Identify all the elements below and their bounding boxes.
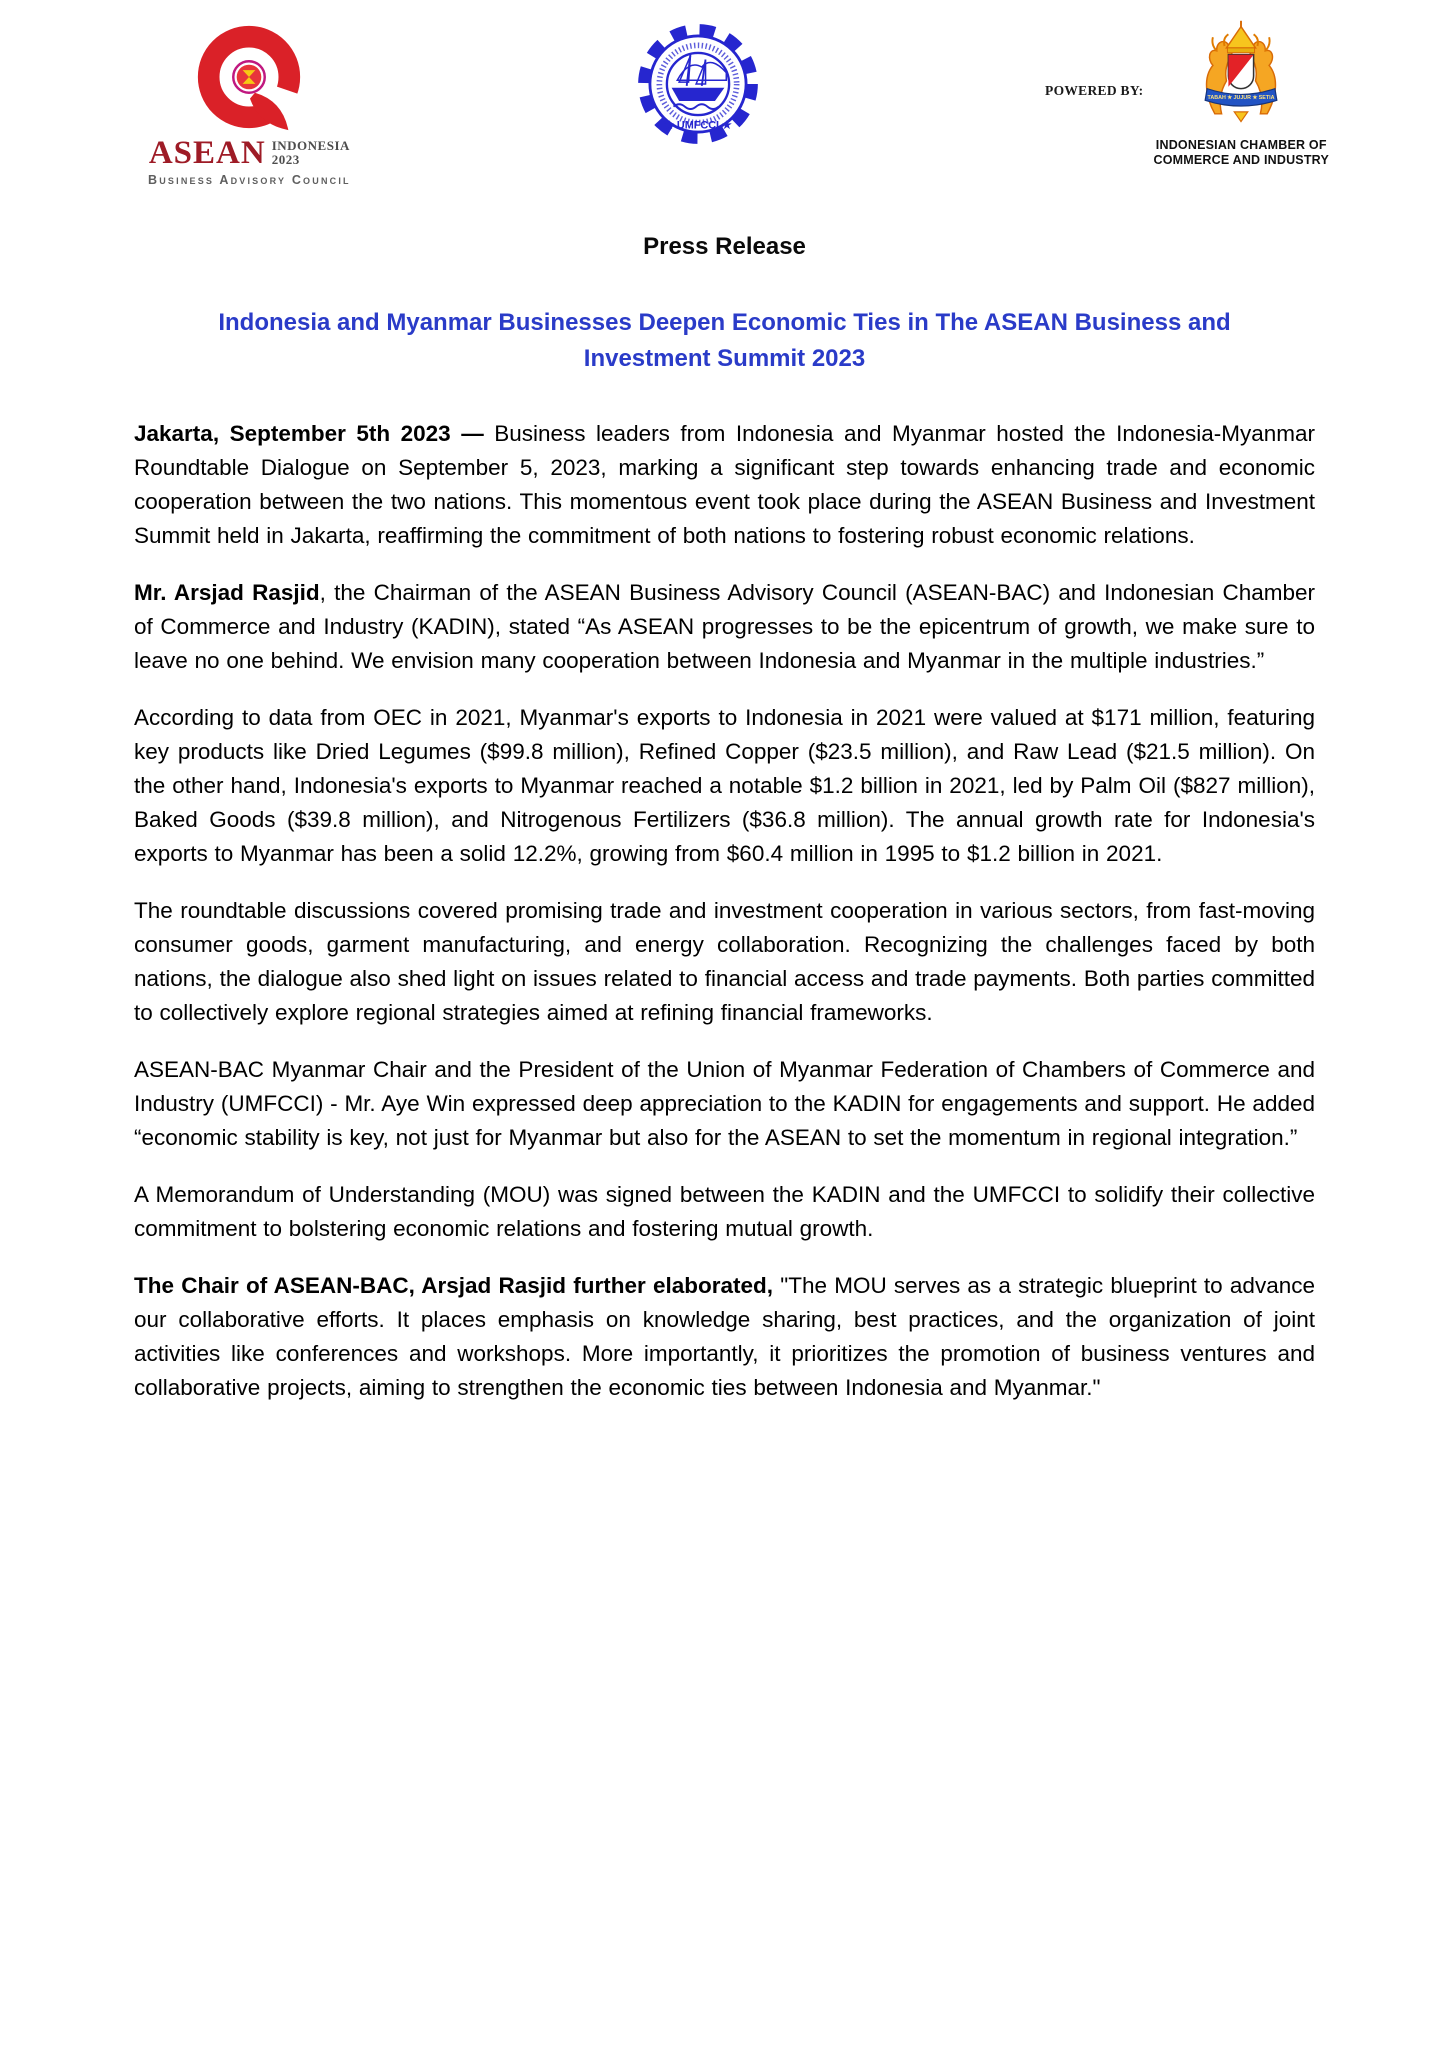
paragraph-2 — [134, 576, 1315, 678]
paragraph-1-lead: Jakarta, September 5th 2023 — — [134, 421, 495, 446]
kadin-caption-line1: INDONESIAN CHAMBER OF — [1155, 138, 1327, 152]
paragraph-3-text: According to data from OEC in 2021, Myanmar's exports to Indonesia in 2021 were valued at $171 million, featuring key products like Dried Legumes ($99.8 million), Refined Copper ($23.5 million), and Raw Lead ($21.5 million). On the other hand, Indonesia's exports to Myanmar reached a notable $1.2 billion in 2021, led by Palm Oil ($827 million), Baked Goods ($39.8 million), and Nitrogenous Fertilizers ($36.8 million). The annual growth rate for Indonesia's exports to Myanmar has been a solid 12.2%, growing from $60.4 million in 1995 to $1.2 billion in 2021. — [134, 705, 1315, 866]
paragraph-2-lead: Mr. Arsjad Rasjid — [134, 580, 320, 605]
paragraph-7-text: "The MOU serves as a strategic blueprint to advance our collaborative efforts. It places emphasis on knowledge sharing, best practices, and the organization of joint activities like conferences and workshops. More importantly, it prioritizes the promotion of business ventures and collaborative projects, aiming to strengthen the economic ties between Indonesia and Myanmar." — [134, 1273, 1315, 1400]
paragraph-1-text: Business leaders from Indonesia and Myanmar hosted the Indonesia-Myanmar Roundtable Dialogue on September 5, 2023, marking a significant step towards enhancing trade and economic cooperation between the two nations. This momentous event took place during the ASEAN Business and Investment Summit held in Jakarta, reaffirming the commitment of both nations to fostering robust economic relations. — [134, 421, 1315, 548]
paragraph-5 — [134, 1053, 1315, 1155]
paragraph-7 — [134, 1269, 1315, 1405]
asean-wordmark — [148, 135, 350, 171]
paragraph-3 — [134, 701, 1315, 871]
umfcci-ring-label: ★ UMFCCI ★ — [664, 119, 732, 132]
paragraph-2-text: , the Chairman of the ASEAN Business Advisory Council (ASEAN-BAC) and Indonesian Chamber of Commerce and Industry (KADIN), stated “As ASEAN progresses to be the epicentrum of growth, we make sure to leave no one behind. We envision many cooperation between Indonesia and Myanmar in the multiple industries.” — [134, 580, 1316, 673]
umfcci-gear-icon — [632, 18, 764, 150]
kadin-row — [1045, 18, 1329, 168]
paragraph-5-text: ASEAN-BAC Myanmar Chair and the President of the Union of Myanmar Federation of Chambers of Commerce and Industry (UMFCCI) - Mr. Aye Win expressed deep appreciation to the KADIN for engagements and support. He added “economic stability is key, not just for Myanmar but also for the ASEAN to set the momentum in regional integration.” — [134, 1057, 1315, 1150]
logo-header — [0, 0, 1449, 187]
asean-country-label: INDONESIA — [271, 138, 350, 153]
paragraph-7-lead: The Chair of ASEAN-BAC, Arsjad Rasjid further elaborated, — [134, 1273, 781, 1298]
asean-bac-logo-block — [148, 18, 351, 187]
asean-sub-label — [272, 139, 350, 167]
paragraph-1 — [134, 417, 1315, 553]
kadin-crest-icon — [1178, 18, 1304, 136]
asean-year-label: 2023 — [271, 152, 300, 167]
umfcci-logo-block — [632, 18, 764, 150]
paragraph-4 — [134, 894, 1315, 1030]
kadin-caption-line2: COMMERCE AND INDUSTRY — [1153, 153, 1329, 167]
paragraph-4-text: The roundtable discussions covered promising trade and investment cooperation in various sectors, from fast-moving consumer goods, garment manufacturing, and energy collaboration. Recognizing the challenges faced by both nations, the dialogue also shed light on issues related to financial access and trade payments. Both parties committed to collectively explore regional strategies aimed at refining financial frameworks. — [134, 898, 1315, 1025]
document-main — [0, 233, 1449, 1405]
kadin-caption — [1153, 138, 1329, 168]
paragraph-6-text: A Memorandum of Understanding (MOU) was signed between the KADIN and the UMFCCI to solidify their collective commitment to bolstering economic relations and fostering mutual growth. — [134, 1182, 1315, 1241]
kadin-crest-column — [1153, 18, 1329, 168]
document-body — [0, 417, 1449, 1405]
kadin-logo-block — [1045, 18, 1329, 168]
kadin-ribbon-text: TABAH ★ JUJUR ★ SETIA — [1207, 94, 1275, 101]
powered-by-label: POWERED BY: — [1045, 83, 1144, 98]
asean-word: ASEAN — [148, 135, 266, 171]
press-release-heading: Press Release — [643, 233, 806, 260]
asean-caption: Business Advisory Council — [148, 173, 351, 187]
paragraph-6 — [134, 1178, 1315, 1246]
document-title: Indonesia and Myanmar Businesses Deepen Economic Ties in The ASEAN Business and Investment Summit 2023 — [218, 309, 1231, 372]
asean-2023-logo-icon — [189, 18, 309, 136]
